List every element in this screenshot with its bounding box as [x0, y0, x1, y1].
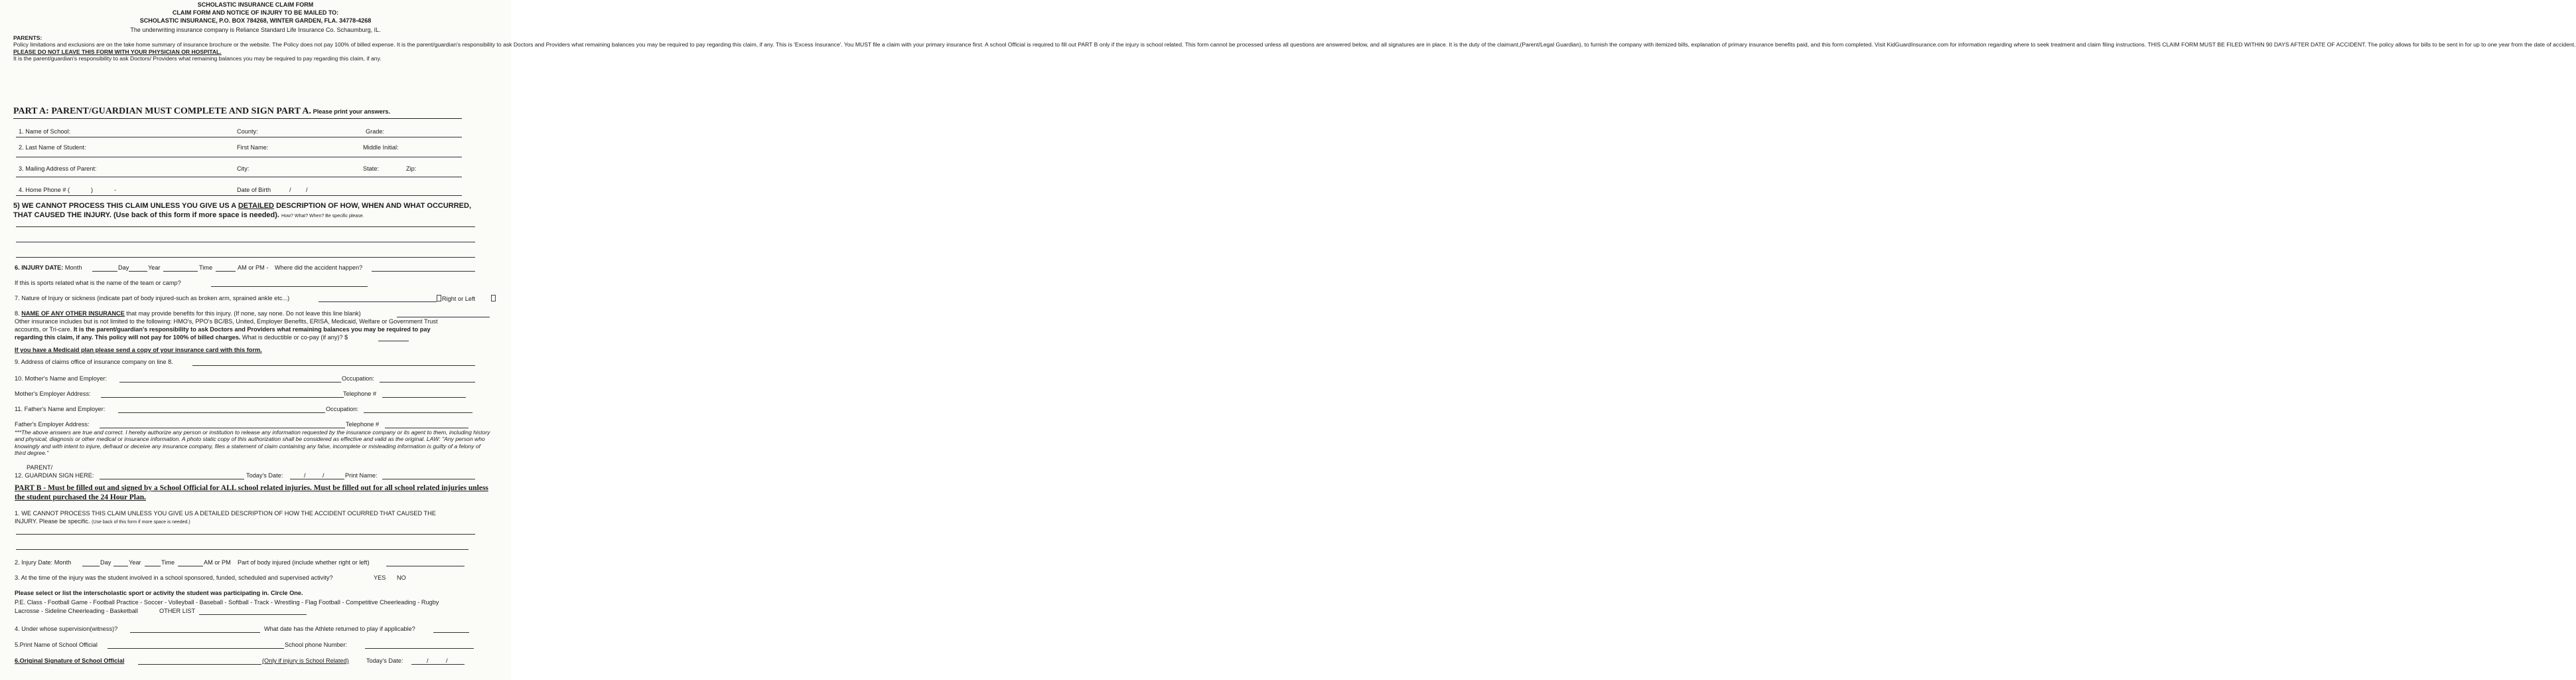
middle-initial-label: Middle Initial: [363, 144, 399, 151]
form-top-title: SCHOLASTIC INSURANCE CLAIM FORM [197, 1, 314, 8]
q8-text-2: Other insurance includes but is not limited to the following: HMO's, PPO's BC/BS, United, Employer Benefits, ERISA, Medicaid, Welfare or Government Trust [15, 318, 438, 325]
parents-label: PARENTS: [13, 35, 42, 41]
yes-option[interactable]: YES [374, 574, 386, 581]
mother-name-label: 10. Mother's Name and Employer: [15, 375, 107, 382]
school-official-name-field[interactable] [107, 648, 284, 649]
q8-text-3b: It is the parent/guardian's responsibility to ask Doctors and Providers what remaining balances you may be required to pay [73, 326, 431, 333]
sports-label: If this is sports related what is the name of the team or camp? [15, 280, 181, 286]
other-list-field[interactable] [199, 614, 307, 615]
zip-label: Zip: [406, 165, 417, 172]
q5-line-2 [13, 211, 364, 220]
parents-notice-text: Policy limitations and exclusions are on the take home summary of insurance brochure or the website. The Policy does not pay 100% of billed expense. It is the parent/guardian's responsibility to ask Doctors and Providers what remaining balances you may be required to pay regarding this claim, if any. This is 'Excess Insurance'. You MUST file a claim with your primary insurance first. A school Official is required to fill out PART B only if the injury is school related. This form cannot be processed unless all questions are answered below, and all signatures are in place. It is the duty of the claimant,(Parent/Legal Guardian), to furnish the company with itemized bills, explanation of primary insurance benefits paid, and this form completed. Visit KidGuardInsurance.com for information regarding where to seek treatment and claim filing instructions. THIS CLAIM FORM MUST BE FILED WITHIN 90 DAYS AFTER DATE OF ACCIDENT. The policy allows for bills to be sent in for up to one year from the date of accident. [13, 41, 2576, 48]
right-left-label: Right or Left [442, 296, 476, 302]
part-a-rule [13, 118, 462, 119]
part-b-date-field[interactable] [411, 664, 465, 665]
last-name-label: 2. Last Name of Student: [19, 144, 86, 151]
phone-dash: - [114, 187, 117, 193]
parent-address-label: 3. Mailing Address of Parent: [19, 165, 97, 172]
return-to-play-label: What date has the Athlete returned to play if applicable? [264, 626, 415, 632]
side-choice [437, 295, 475, 303]
authorization-statement: ***The above answers are true and correct. I hereby authorize any person or institution to release any information requested by the insurance company or its agent to them, including history and physical, diagnosis or other medical or insurance information. A photo static copy of this authorization shall be considered as effective and valid as the original. LAW: "Any person who knowingly and with intent to injure, defraud or deceive any insurance company, files a statement of claim containing any false, incomplete or misleading information is guilty of a felony of third degree." [15, 429, 490, 456]
school-official-name-label: 5.Print Name of School Official [15, 641, 98, 648]
q8-line-4 [15, 334, 348, 341]
day-label: Day [118, 264, 129, 271]
city-label: City: [237, 165, 250, 172]
year-label: Year [148, 264, 161, 271]
father-occupation-field[interactable] [364, 412, 472, 413]
school-related-note: (Only if injury is School Related) [262, 657, 349, 664]
q8-text-1: that may provide benefits for this injury. (If none, say none. Do not leave this line blank) [126, 310, 361, 317]
nature-of-injury-label: 7. Nature of Injury or sickness (indicate part of body injured-such as broken arm, sprained ankle etc...) [15, 295, 290, 301]
home-phone-label: 4. Home Phone # ( [19, 187, 70, 193]
official-signature-label: 6.Original Signature of School Official [15, 657, 125, 664]
other-insurance-line-1 [15, 310, 361, 317]
injury-day-field[interactable] [129, 271, 147, 272]
father-phone-label: Telephone # [346, 421, 380, 428]
form-title: CLAIM FORM AND NOTICE OF INJURY TO BE MAILED TO: [172, 9, 339, 16]
left-checkbox[interactable] [491, 295, 496, 301]
mother-employer-label: Mother's Employer Address: [15, 390, 91, 397]
mother-occupation-label: Occupation: [342, 375, 375, 382]
school-phone-label: School phone Number: [285, 641, 347, 648]
parents-notice-emphasis: PLEASE DO NOT LEAVE THIS FORM WITH YOUR PHYSICIAN OR HOSPITAL. [13, 48, 222, 55]
q8-text-4: regarding this claim, if any. This policy will not pay for 100% of billed charges. [15, 334, 241, 341]
claims-office-label: 9. Address of claims office of insurance company on line 8. [15, 359, 173, 365]
description-line-3[interactable] [16, 257, 475, 258]
school-phone-field[interactable] [365, 648, 474, 649]
part-b-q1-specific: INJURY. Please be specific. [15, 518, 90, 525]
injury-date-label: 6. INJURY DATE: [15, 264, 64, 271]
grade-label: Grade: [366, 128, 385, 135]
part-b-q1-line-1: 1. WE CANNOT PROCESS THIS CLAIM UNLESS YOU GIVE US A DETAILED DESCRIPTION OF HOW THE ACCIDENT OCURRED THAT CAUSED THE [15, 510, 436, 517]
deductible-label: What is deductible or co-pay (if any)? $ [242, 334, 348, 341]
part-b-description-line-2[interactable] [16, 549, 468, 550]
q8-line-3 [15, 326, 431, 333]
injury-month-field[interactable] [92, 271, 117, 272]
first-name-label: First Name: [237, 144, 269, 151]
today-date-sep-2: / [322, 472, 324, 479]
father-name-field[interactable] [118, 412, 325, 413]
part-b-year-label: Year [129, 559, 141, 566]
part-b-time-label: Time [161, 559, 175, 566]
father-name-label: 11. Father's Name and Employer: [15, 406, 106, 412]
q5-line-1a: 5) WE CANNOT PROCESS THIS CLAIM UNLESS YOU GIVE US A [13, 202, 236, 210]
school-activity-label: 3. At the time of the injury was the student involved in a school sponsored, funded, scheduled and supervised activity? [15, 574, 333, 581]
left-checkbox-slot [491, 295, 496, 303]
dob-sep-1: / [289, 187, 291, 193]
q5-line-1 [13, 202, 471, 210]
other-insurance-label: NAME OF ANY OTHER INSURANCE [21, 310, 125, 317]
part-a-heading [13, 106, 390, 117]
father-occupation-label: Occupation: [326, 406, 359, 412]
where-label: Where did the accident happen? [275, 264, 363, 271]
parents-notice [13, 35, 2576, 62]
phone-dob-field[interactable] [16, 195, 462, 196]
supervision-label: 4. Under whose supervision(witness)? [15, 626, 118, 632]
medicaid-note: If you have a Medicaid plan please send a copy of your insurance card with this form. [15, 347, 262, 353]
injury-year-field[interactable] [163, 271, 198, 272]
part-b-description-line-1[interactable] [16, 534, 475, 535]
q5-detailed: DETAILED [238, 202, 274, 210]
sports-prompt: Please select or list the interscholastic sport or activity the student was participating in. Circle One. [15, 590, 303, 596]
supervision-field[interactable] [130, 632, 260, 633]
part-a-note: Please print your answers. [313, 108, 391, 115]
parent-label: PARENT/ [27, 464, 53, 471]
print-name-label: Print Name: [345, 472, 378, 479]
accident-location-field[interactable] [372, 271, 475, 272]
part-a-title: PART A: PARENT/GUARDIAN MUST COMPLETE AND SIGN PART A. [13, 106, 312, 116]
description-line-1[interactable] [16, 226, 475, 227]
today-date-sep-1: / [304, 472, 306, 479]
right-checkbox[interactable] [437, 295, 441, 301]
other-list-label: OTHER LIST [159, 608, 196, 614]
sports-list-line-1: P.E. Class - Football Game - Football Practice - Soccer - Volleyball - Baseball - Softball - Track - Wrestling - Flag Football - Competitive Cheerleading - Rugby [15, 599, 439, 606]
today-date-label: Today's Date: [246, 472, 283, 479]
q5-line-2a: THAT CAUSED THE INJURY. (Use back of this form if more space is needed). [13, 211, 279, 219]
part-b-date-sep-2: / [446, 657, 448, 664]
dob-label: Date of Birth [237, 187, 271, 193]
part-b-ampm-label: AM or PM [204, 559, 231, 566]
underwriter-note: The underwriting insurance company is Reliance Standard Life Insurance Co. Schaumburg, IL. [130, 27, 381, 33]
injury-time-field[interactable] [216, 271, 236, 272]
part-b-q1-line-2 [15, 518, 190, 526]
nature-of-injury-field[interactable] [319, 301, 437, 302]
injury-date-row [15, 264, 82, 272]
mailing-address: SCHOLASTIC INSURANCE, P.O. BOX 784268, WINTER GARDEN, FLA. 34778-4268 [139, 17, 372, 24]
time-label: Time [199, 264, 213, 271]
guardian-sign-label: 12. GUARDIAN SIGN HERE: [15, 472, 94, 479]
return-to-play-field[interactable] [433, 632, 469, 633]
part-b-injury-month-label: 2. Injury Date: Month [15, 559, 72, 566]
part-b-heading: PART B - Must be filled out and signed by a School Official for ALL school related injuries. Must be filled out for all school related injuries unless the student purchased the 24 Hour Plan. [15, 484, 488, 501]
phone-close: ) [91, 187, 94, 193]
state-label: State: [363, 165, 380, 172]
part-b-q1-note: (Use back of this form if more space is needed.) [92, 520, 190, 525]
sports-list-line-2: Lacrosse - Sideline Cheerleading - Basketball [15, 608, 138, 614]
father-employer-label: Father's Employer Address: [15, 421, 90, 428]
q5-note: How? What? When? Be specific please. [281, 214, 364, 218]
mother-phone-field[interactable] [382, 397, 466, 398]
q8-number: 8. [15, 310, 20, 317]
parents-notice-tail: It is the parent/guardian's responsibility to ask Doctors/ Providers what remaining balances you may be required to pay regarding this claim, if any. [13, 54, 382, 62]
month-label: Month [64, 264, 82, 271]
dob-sep-2: / [306, 187, 308, 193]
part-b-date-label: Today's Date: [366, 657, 403, 664]
no-option[interactable]: NO [397, 574, 406, 581]
claims-office-field[interactable] [192, 365, 475, 366]
official-signature-field[interactable] [138, 664, 261, 665]
team-camp-field[interactable] [211, 286, 368, 287]
q8-text-3: accounts, or Tri-care. [15, 326, 72, 333]
mother-employer-field[interactable] [101, 397, 344, 398]
part-b-body-part-label: Part of body injured (include whether right or left) [238, 559, 370, 566]
ampm-label: AM or PM - [238, 264, 269, 271]
county-label: County: [237, 128, 258, 135]
part-b-date-sep-1: / [427, 657, 429, 664]
mother-phone-label: Telephone # [343, 390, 377, 397]
school-name-label: 1. Name of School: [19, 128, 71, 135]
q5-line-1b: DESCRIPTION OF HOW, WHEN AND WHAT OCCURRED, [276, 202, 471, 210]
part-b-day-label: Day [100, 559, 111, 566]
